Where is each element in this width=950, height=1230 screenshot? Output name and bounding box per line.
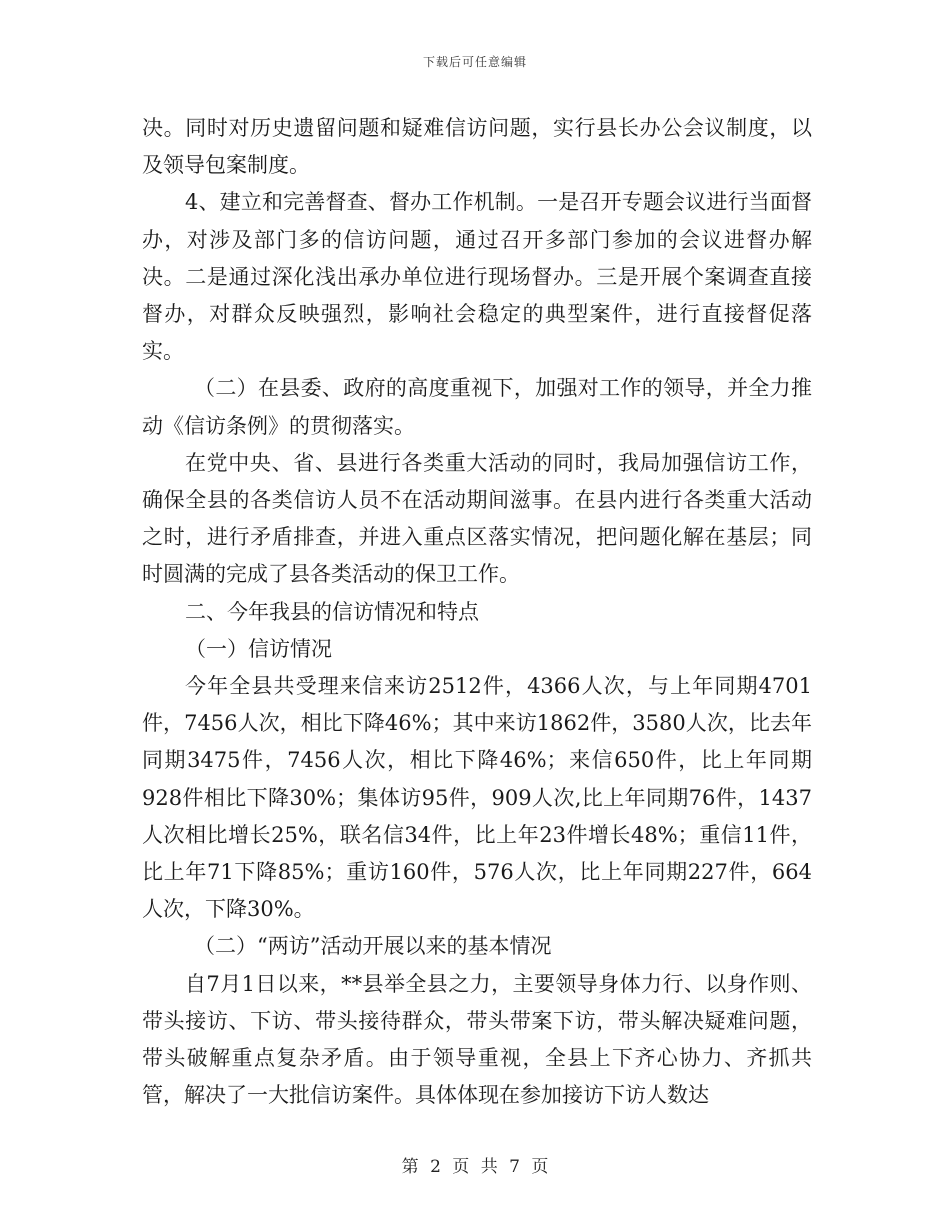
paragraph-continuation: 决。同时对历史遗留问题和疑难信访问题，实行县长办公会议制度，以及领导包案制度。 bbox=[142, 116, 812, 178]
subsection-heading-two-visits: （二）“两访”活动开展以来的基本情况 bbox=[194, 934, 552, 959]
paragraph-petition-statistics: 今年全县共受理来信来访2512件，4366人次，与上年同期4701件，7456人次，相比下降46%；其中来访1862件，3580人次，比去年同期3475件，7456人次，相比下降46%；来信650件，比上年同期928件相比下降30%；集体访95件，909人次,比上年同期76件，1437人次相比增长25%，联名信34件，比上年23件增长48%；重信11件，比上年71下降85%；重访160件，576人次，比上年同期227件，664人次，下降30%。 bbox=[142, 674, 812, 922]
document-body bbox=[142, 110, 812, 1114]
page-header: 下载后可任意编辑 bbox=[422, 55, 527, 69]
paragraph-two-visits-details: 自7月1日以来，**县举全县之力，主要领导身体力行、以身作则、带头接访、下访、带头接待群众，带头带案下访，带头解决疑难问题，带头破解重点复杂矛盾。由于领导重视，全县上下齐心协力、齐抓共管，解决了一大批信访案件。具体体现在参加接访下访人数达 bbox=[142, 971, 812, 1108]
paragraph-section-two-heading: （二）在县委、政府的高度重视下，加强对工作的领导，并全力推动《信访条例》的贯彻落实。 bbox=[142, 376, 812, 438]
section-heading-petition-status: 二、今年我县的信访情况和特点 bbox=[185, 599, 479, 624]
paragraph-major-activities: 在党中央、省、县进行各类重大活动的同时，我局加强信访工作，确保全县的各类信访人员不在活动期间滋事。在县内进行各类重大活动之时，进行矛盾排查，并进入重点区落实情况，把问题化解在基层；同时圆满的完成了县各类活动的保卫工作。 bbox=[142, 450, 812, 587]
subsection-heading-petition-situation: （一）信访情况 bbox=[185, 636, 332, 661]
page-number-footer: 第 2 页 共 7 页 bbox=[401, 1157, 549, 1177]
paragraph-supervision-mechanism: 4、建立和完善督查、督办工作机制。一是召开专题会议进行当面督办，对涉及部门多的信访问题，通过召开多部门参加的会议进督办解决。二是通过深化浅出承办单位进行现场督办。三是开展个案调查直接督办，对群众反映强烈，影响社会稳定的典型案件，进行直接督促落实。 bbox=[142, 190, 812, 364]
